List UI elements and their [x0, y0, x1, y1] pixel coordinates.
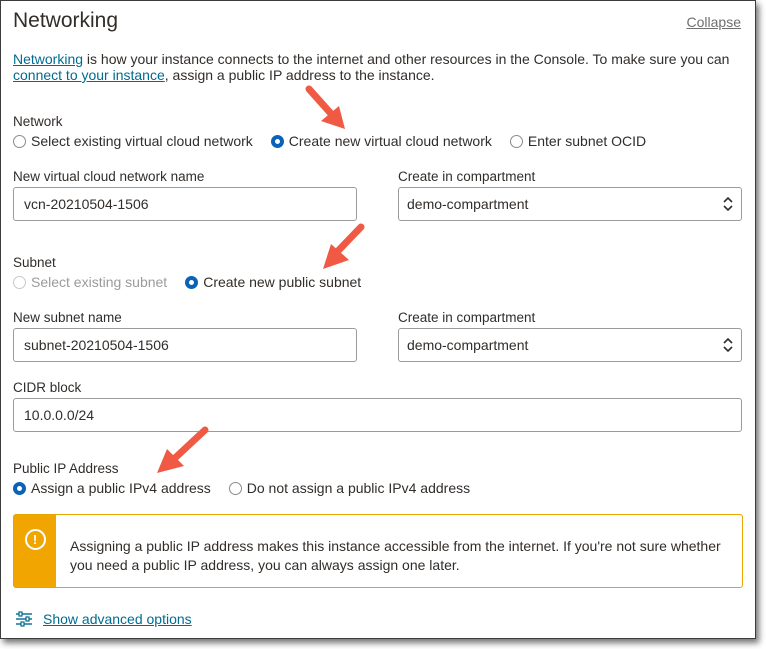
subnet-compartment-select[interactable] — [398, 328, 742, 362]
radio-label: Assign a public IPv4 address — [31, 480, 211, 496]
public-ip-radio-group — [13, 480, 488, 496]
subnet-label: Subnet — [13, 255, 56, 270]
warning-bar — [14, 515, 56, 587]
warning-icon: ! — [25, 529, 46, 550]
radio-label: Create new public subnet — [203, 274, 362, 290]
subnet-radio-group — [13, 274, 379, 290]
radio-indicator[interactable] — [13, 135, 26, 148]
annotation-arrow-icon — [153, 426, 211, 476]
radio-indicator[interactable] — [185, 276, 198, 289]
cidr-label: CIDR block — [13, 380, 82, 395]
vcn-name-input[interactable]: vcn-20210504-1506 — [13, 187, 357, 221]
radio-create-new-vcn[interactable] — [271, 133, 492, 149]
subnet-name-label: New subnet name — [13, 310, 122, 325]
collapse-link[interactable]: Collapse — [686, 14, 741, 30]
subnet-compartment-value: demo-compartment — [407, 337, 529, 353]
radio-no-public-ipv4[interactable] — [229, 480, 470, 496]
show-advanced-options-link[interactable]: Show advanced options — [43, 611, 192, 627]
radio-label: Select existing virtual cloud network — [31, 133, 253, 149]
vcn-compartment-select[interactable] — [398, 187, 742, 221]
network-label: Network — [13, 114, 63, 129]
radio-enter-subnet-ocid[interactable] — [510, 133, 646, 149]
intro-text-part2: , assign a public IP address to the instance. — [164, 67, 435, 83]
radio-indicator[interactable] — [13, 482, 26, 495]
radio-indicator — [13, 276, 26, 289]
subnet-name-input[interactable]: subnet-20210504-1506 — [13, 328, 357, 362]
annotation-arrow-icon — [301, 85, 351, 135]
chevron-up-down-icon — [723, 197, 733, 211]
radio-assign-public-ipv4[interactable] — [13, 480, 211, 496]
radio-create-new-public-subnet[interactable] — [185, 274, 361, 290]
vcn-name-label: New virtual cloud network name — [13, 169, 205, 184]
warning-message: Assigning a public IP address makes this instance accessible from the internet. If you're not sure whether you need a public IP address, you can always assign one later. — [70, 538, 721, 573]
subnet-compartment-label: Create in compartment — [398, 310, 536, 325]
intro-text — [13, 51, 748, 83]
chevron-up-down-icon — [723, 338, 733, 352]
radio-indicator[interactable] — [271, 135, 284, 148]
radio-select-existing-subnet — [13, 274, 167, 290]
public-ip-warning — [13, 514, 743, 588]
radio-label: Enter subnet OCID — [527, 133, 647, 149]
network-radio-group — [13, 133, 664, 149]
radio-label: Select existing subnet — [31, 274, 168, 290]
radio-indicator[interactable] — [229, 482, 242, 495]
radio-indicator[interactable] — [510, 135, 523, 148]
show-advanced-options[interactable] — [15, 611, 192, 627]
connect-instance-link[interactable]: connect to your instance — [13, 67, 165, 83]
section-title: Networking — [13, 9, 119, 32]
vcn-compartment-value: demo-compartment — [407, 196, 529, 212]
radio-label: Do not assign a public IPv4 address — [246, 480, 471, 496]
public-ip-label: Public IP Address — [13, 461, 119, 476]
cidr-input[interactable]: 10.0.0.0/24 — [13, 398, 742, 432]
vcn-compartment-label: Create in compartment — [398, 169, 536, 184]
networking-link[interactable]: Networking — [13, 51, 84, 67]
intro-text-part1: is how your instance connects to the internet and other resources in the Console. To make sure you can — [83, 51, 730, 67]
radio-select-existing-vcn[interactable] — [13, 133, 253, 149]
annotation-arrow-icon — [319, 223, 369, 273]
sliders-icon — [15, 611, 33, 627]
radio-label: Create new virtual cloud network — [288, 133, 492, 149]
